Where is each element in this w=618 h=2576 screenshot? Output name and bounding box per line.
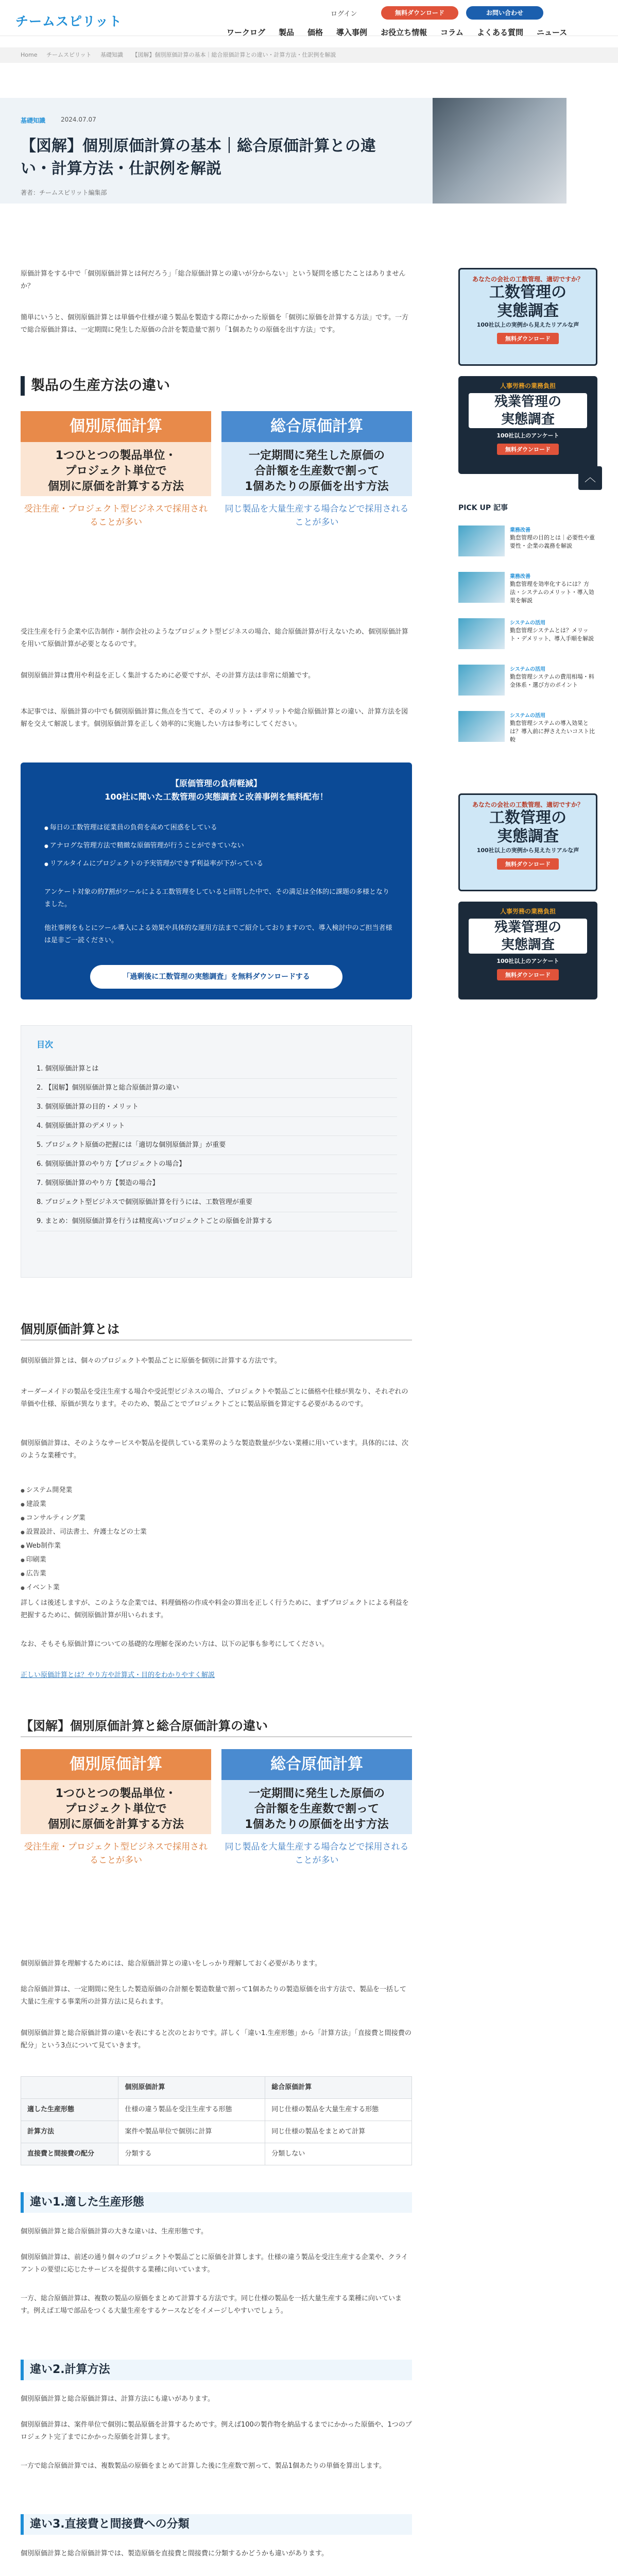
table-row (21, 2143, 412, 2165)
banner-text: 100社以上の実例から見えたリアルな声 (476, 321, 579, 328)
site-logo[interactable]: チームスピリット (15, 14, 123, 29)
sidebar-banner-overtime[interactable] (458, 902, 597, 999)
cta-download-button[interactable]: 「過剰後に工数管理の実態調査」を無料ダウンロードする (90, 965, 342, 989)
paragraph: 個別原価計算と総合原価計算は、計算方法にも違いがあります。 (21, 2395, 214, 2403)
table-cell: 同じ仕様の製品を大量生産する形態 (265, 2099, 412, 2121)
article-author: 著者：チームスピリット編集部 (21, 189, 107, 196)
cta-text: アンケート対象の約7割がツールによる工数管理をしていると回答した中で、その満足は全体的に課題の多様となりました。 (44, 888, 389, 908)
toc-item[interactable]: 8. プロジェクト型ビジネスで個別原価計算を行うには、工数管理が重要 (37, 1193, 397, 1212)
list-item: ● 印刷業 (21, 1553, 381, 1567)
cta-text: 他社事例をもとにツール導入による効果や具体的な運用方法までご紹介しておりますので、導入検討中のご担当者様は是非ご一読ください。 (44, 924, 392, 944)
banner-text: 100社以上の実例から見えたリアルな声 (476, 847, 579, 854)
site-header (0, 0, 618, 36)
table-header: 個別原価計算 (118, 2077, 265, 2099)
banner-title: 残業管理の 実態調査 (469, 919, 587, 954)
download-button[interactable]: 無料ダウンロード (381, 6, 458, 20)
banner-button[interactable]: 無料ダウンロード (497, 969, 559, 980)
toc-item[interactable]: 1. 個別原価計算とは (37, 1060, 397, 1079)
pickup-article[interactable] (458, 618, 597, 670)
table-row (21, 2099, 412, 2121)
nav-item[interactable]: 価格 (307, 28, 323, 37)
toc-item[interactable]: 3. 個別原価計算の目的・メリット (37, 1098, 397, 1117)
paragraph: 個別原価計算を理解するためには、総合原価計算との違いをしっかり理解しておく必要があります。 (21, 1960, 321, 1968)
intro-paragraph: 簡単にいうと、個別原価計算とは単価や仕様が違う製品を製造する際にかかった原価を「個別に原価を計算する方法」です。一方で総合原価計算は、一定期間に発生した原価の合計を製造量で割り「1個あたりの原価を出す方法」です。 (21, 314, 408, 334)
paragraph: 一方、総合原価計算は、複数の製品の原価をまとめて計算する方法です。同じ仕様の製品を一括大量生産する業種に向いています。例えば工場で部品をつくる大量生産をするケースなどをイメージしやすいでしょう。 (21, 2295, 402, 2315)
table-cell: 仕様の違う製品を受注生産する形態 (118, 2099, 265, 2121)
list-item: ● 建設業 (21, 1498, 381, 1512)
cta-title: 【原価管理の負荷軽減】 100社に聞いた工数管理の実態調査と改善事例を無料配布！ (105, 778, 328, 802)
article-thumbnail (458, 665, 505, 696)
banner-title: 工数管理の 実態調査 (489, 283, 566, 320)
table-row (21, 2121, 412, 2143)
paragraph: 個別原価計算は、そのようなサービスや製品を提供している業界のような製造数量が少ない業種に用いています。具体的には、次のような業種です。 (21, 1439, 408, 1460)
contact-button[interactable]: お問い合わせ (466, 6, 543, 20)
table-cell: 案件や製品単位で個別に計算 (118, 2121, 265, 2143)
nav-item[interactable]: ワークログ (227, 28, 266, 37)
column-head: 個別原価計算 (21, 411, 211, 442)
article-category: 業務改善 (510, 574, 530, 580)
banner-text: あなたの会社の工数管理、適切ですか？ (472, 801, 583, 808)
subsection-heading: 違い2.計算方法 (21, 2360, 412, 2380)
intro-paragraph: 原価計算をする中で「個別原価計算とは何だろう」「総合原価計算との違いが分からない」という疑問を感じたことはありませんか？ (21, 270, 406, 290)
toc-item[interactable]: 4. 個別原価計算のデメリット (37, 1117, 397, 1136)
subsection-heading: 違い1.適した生産形態 (21, 2192, 412, 2213)
row-label: 適した生産形態 (21, 2099, 118, 2121)
pickup-article[interactable] (458, 665, 597, 716)
cta-box (21, 762, 412, 999)
list-item: ● 設置設計、司法書士、弁護士などの士業 (21, 1526, 381, 1539)
nav-item[interactable]: コラム (440, 28, 464, 37)
sidebar-banner-survey[interactable] (458, 793, 597, 891)
table-of-contents (21, 1025, 412, 1278)
article-title: 勤怠管理システムの導入効果とは？導入前に押さえたいコスト比較 (510, 720, 595, 743)
table-cell: 分類する (118, 2143, 265, 2165)
sidebar-banner-survey[interactable] (458, 268, 597, 366)
total-column (221, 1749, 412, 1867)
column-note: 同じ製品を大量生産する場合などで採用されることが多い (225, 504, 409, 528)
paragraph: 個別原価計算は、前述の通り個々のプロジェクトや製品ごとに原価を計算します。仕様の違う製品を受注生産する企業や、クライアントの要望に応じたサービスを提供する業種に向いています。 (21, 2253, 408, 2274)
article-title: 勤怠管理システムの費用相場・料金体系・選び方のポイント (510, 673, 594, 688)
nav-item[interactable]: 製品 (279, 28, 295, 37)
hero-image (433, 98, 566, 204)
article-thumbnail (458, 711, 505, 742)
article-thumbnail (458, 618, 505, 649)
cta-list-item: ● アナログな管理方法で精緻な原価管理が行うことができていない (44, 837, 394, 855)
section-heading: 【図解】個別原価計算と総合原価計算の違い (21, 1716, 412, 1737)
article-title: 勤怠管理の目的とは｜必要性や重要性・企業の義務を解説 (510, 534, 595, 549)
pickup-heading: PICK UP 記事 (458, 504, 508, 512)
section-heading: 製品の生産方法の違い (21, 376, 412, 396)
list-item: ● コンサルティング業 (21, 1512, 381, 1526)
individual-column (21, 411, 211, 529)
banner-button[interactable]: 無料ダウンロード (497, 333, 559, 344)
comparison-table (21, 2076, 412, 2165)
banner-text: あなたの会社の工数管理、適切ですか？ (472, 276, 583, 283)
article-title: 勤怠管理システムとは？メリット・デメリット、導入手順を解説 (510, 627, 594, 642)
subsection-heading: 違い3.直接費と間接費への分類 (21, 2514, 412, 2535)
paragraph: 受注生産を行う企業や広告制作・制作会社のようなプロジェクト型ビジネスの場合、総合原価計算が行えないため、個別原価計算を用いて原価計算が必要となるのです。 (21, 628, 408, 648)
toc-item[interactable]: 6. 個別原価計算のやり方【プロジェクトの場合】 (37, 1155, 397, 1174)
banner-text: 人事労務の業務負担 (500, 382, 556, 389)
article-thumbnail (458, 572, 505, 603)
article-category: 業務改善 (510, 528, 530, 533)
login-link[interactable]: ログイン (331, 10, 357, 18)
nav-item[interactable]: よくある質問 (476, 28, 523, 37)
column-body: 一定期間に発生した原価の 合計額を生産数で割って 1個あたりの原価を出す方法 (221, 1780, 412, 1834)
breadcrumb-item[interactable]: Home (21, 52, 38, 58)
breadcrumb-item[interactable]: チームスピリット (46, 52, 92, 58)
paragraph: 詳しくは後述しますが、このような企業では、料理価格の作成や料金の算出を正しく行うために、まずプロジェクトによる利益を把握するために、個別原価計算が用いられます。 (21, 1599, 409, 1619)
pickup-article[interactable] (458, 572, 597, 623)
banner-title: 工数管理の 実態調査 (489, 809, 566, 845)
column-head: 総合原価計算 (221, 1749, 412, 1780)
toc-item[interactable]: 2. 【図解】個別原価計算と総合原価計算の違い (37, 1079, 397, 1098)
table-cell: 同じ仕様の製品をまとめて計算 (265, 2121, 412, 2143)
nav-item[interactable]: 導入事例 (336, 28, 368, 37)
column-head: 総合原価計算 (221, 411, 412, 442)
column-note: 同じ製品を大量生産する場合などで採用されることが多い (225, 1842, 409, 1866)
article-title: 【図解】個別原価計算の基本｜総合原価計算との違い・計算方法・仕訳例を解説 (21, 137, 376, 178)
pickup-article[interactable] (458, 526, 597, 577)
column-note: 受注生産・プロジェクト型ビジネスで採用されることが多い (24, 504, 208, 528)
breadcrumb-item: 【図解】個別原価計算の基本｜総合原価計算との違い・計算方法・仕訳例を解説 (132, 52, 336, 58)
article-category[interactable]: 基礎知識 (21, 117, 46, 124)
banner-text: 100社以上のアンケート (496, 432, 559, 439)
related-article-link[interactable]: 正しい原価計算とは？やり方や計算式・目的をわかりやすく解説 (21, 1671, 215, 1679)
toc-title: 目次 (37, 1040, 54, 1049)
table-header (21, 2077, 118, 2099)
total-column (221, 411, 412, 529)
article-title: 勤怠管理を効率化するには？方法・システムのメリット・導入効果を解説 (510, 581, 594, 604)
list-item: ● Web制作業 (21, 1539, 381, 1553)
paragraph: 個別原価計算と総合原価計算の大きな違いは、生産形態です。 (21, 2228, 208, 2235)
paragraph: なお、そもそも原価計算についての基礎的な理解を深めたい方は、以下の記事も参考にしてください。 (21, 1640, 329, 1648)
toc-item[interactable]: 7. 個別原価計算のやり方【製造の場合】 (37, 1174, 397, 1193)
row-label: 計算方法 (21, 2121, 118, 2143)
banner-text: 人事労務の業務負担 (500, 908, 556, 915)
breadcrumb (0, 47, 618, 63)
row-label: 直接費と間接費の配分 (21, 2143, 118, 2165)
table-header: 総合原価計算 (265, 2077, 412, 2099)
paragraph: 個別原価計算と総合原価計算では、製造原価を直接費と間接費に分類するかどうかも違いがあります。 (21, 2550, 328, 2557)
pickup-article[interactable] (458, 711, 597, 762)
column-head: 個別原価計算 (21, 1749, 211, 1780)
column-body: 1つひとつの製品単位・ プロジェクト単位で 個別に原価を計算する方法 (21, 442, 211, 496)
toc-item[interactable]: 5. プロジェクト原価の把握には「適切な個別原価計算」が重要 (37, 1136, 397, 1155)
banner-title: 残業管理の 実態調査 (469, 393, 587, 428)
paragraph: 個別原価計算と総合原価計算の違いを表にすると次のとおりです。詳しく「違い1.生産形態」から「計算方法」「直接費と間接費の配分」という3点について見ていきます。 (21, 2029, 411, 2049)
paragraph: 個別原価計算は、案件単位で個別に製品原価を計算するためです。例えば100の製作物を納品するまでにかかった原価や、1つのプロジェクト完了までにかかった原価を計算します。 (21, 2421, 412, 2441)
list-item: ● イベント業 (21, 1581, 381, 1595)
article-category: システムの活用 (510, 620, 545, 626)
banner-button[interactable]: 無料ダウンロード (497, 858, 559, 870)
paragraph: 本記事では、原価計算の中でも個別原価計算に焦点を当てて、そのメリット・デメリットや総合原価計算との違い、計算方法を図解を交えて解説します。個別原価計算を正しく効率的に実施したい方は参考にしてください。 (21, 708, 408, 728)
paragraph: 個別原価計算とは、個々のプロジェクトや製品ごとに原価を個別に計算する方法です。 (21, 1357, 281, 1365)
nav-item[interactable]: お役立ち情報 (381, 28, 427, 37)
article-date: 2024.07.07 (61, 116, 96, 123)
section-heading: 個別原価計算とは (21, 1319, 412, 1341)
nav-item[interactable]: ニュース (536, 28, 568, 37)
list-item: ● システム開発業 (21, 1484, 381, 1498)
banner-text: 100社以上のアンケート (496, 958, 559, 964)
article-category: システムの活用 (510, 713, 545, 719)
page-top-button[interactable]: ︿ (578, 466, 602, 490)
main-nav (227, 27, 608, 38)
paragraph: 総合原価計算は、一定期間に発生した製造原価の合計額を製造数量で割って1個あたりの製造原価を出す方法で、製品を一括して大量に生産する事業所の計算方法に見られます。 (21, 1986, 407, 2006)
paragraph: 個別原価計算は費用や利益を正しく集計するために必要ですが、その計算方法は非常に煩雑です。 (21, 672, 315, 680)
breadcrumb-item[interactable]: 基礎知識 (100, 52, 124, 58)
article-thumbnail (458, 526, 505, 556)
paragraph: オーダーメイドの製品を受注生産する場合や受託型ビジネスの場合、プロジェクトや製品ごとに価格や仕様が異なり、それぞれの単価や仕様、原価が異なります。そのため、製品ごとでプロジェクトごとに製品原価を算定する必要があるのです。 (21, 1388, 408, 1408)
cta-list-item: ● リアルタイムにプロジェクトの予実管理ができず利益率が下がっている (44, 855, 394, 873)
individual-column (21, 1749, 211, 1867)
table-cell: 分類しない (265, 2143, 412, 2165)
sidebar-banner-overtime[interactable] (458, 376, 597, 474)
banner-button[interactable]: 無料ダウンロード (497, 444, 559, 455)
paragraph: 一方で総合原価計算では、複数製品の原価をまとめて計算した後に生産数で割って、製品1個あたりの単価を算出します。 (21, 2462, 386, 2470)
cta-list-item: ● 毎日の工数管理は従業員の負荷を高めて困惑をしている (44, 819, 394, 837)
column-body: 1つひとつの製品単位・ プロジェクト単位で 個別に原価を計算する方法 (21, 1780, 211, 1834)
list-item: ● 広告業 (21, 1567, 381, 1581)
cta-list (44, 819, 394, 873)
column-body: 一定期間に発生した原価の 合計額を生産数で割って 1個あたりの原価を出す方法 (221, 442, 412, 496)
toc-item[interactable]: 9. まとめ：個別原価計算を行うは精度高いプロジェクトごとの原価を計算する (37, 1212, 397, 1231)
column-note: 受注生産・プロジェクト型ビジネスで採用されることが多い (24, 1842, 208, 1866)
article-category: システムの活用 (510, 667, 545, 672)
industry-list (21, 1484, 381, 1595)
